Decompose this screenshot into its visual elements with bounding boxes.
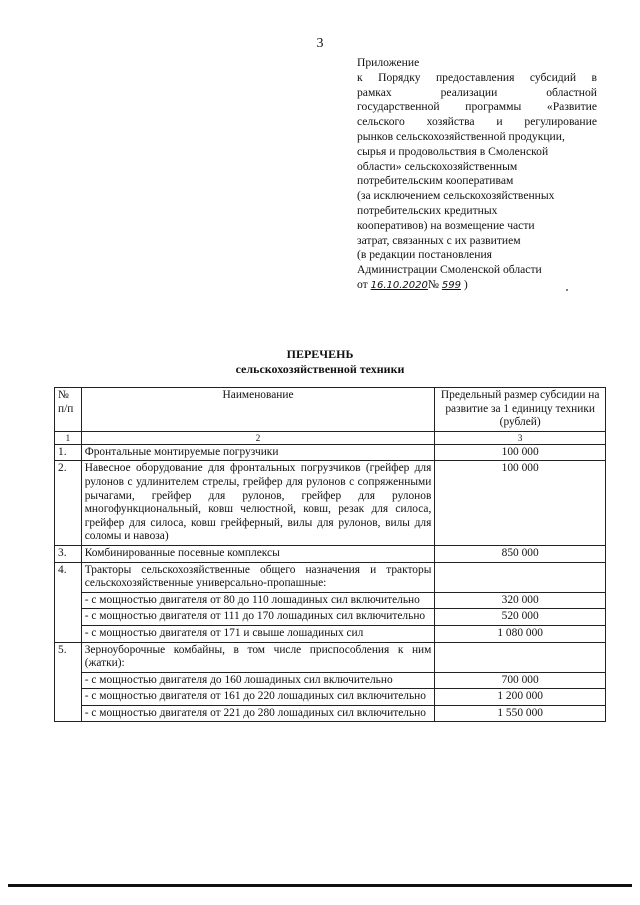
row-num: 3. <box>55 545 82 562</box>
table-header-row <box>55 388 606 432</box>
list-heading <box>0 347 640 377</box>
row-amount: 520 000 <box>435 609 606 626</box>
appendix-line: потребительским кооперативам <box>357 174 514 188</box>
row-amount: 1 080 000 <box>435 625 606 642</box>
table-row <box>55 545 606 562</box>
table-subrow <box>55 625 606 642</box>
row-name: Комбинированные посевные комплексы <box>81 545 435 562</box>
appendix-line: Приложение <box>357 56 420 69</box>
row-num: 4. <box>55 562 82 642</box>
row-amount: 850 000 <box>435 545 606 562</box>
row-amount <box>435 642 606 672</box>
row-amount <box>435 562 606 592</box>
from-label: от <box>357 277 368 291</box>
header-num: № п/п <box>55 388 82 432</box>
header-name: Наименование <box>81 388 435 432</box>
row-amount: 700 000 <box>435 672 606 689</box>
row-amount: 1 200 000 <box>435 689 606 706</box>
row-amount: 320 000 <box>435 592 606 609</box>
appendix-line: государственной программы «Развитие <box>357 100 597 114</box>
row-amount: 1 550 000 <box>435 705 606 722</box>
row-name: - с мощностью двигателя от 171 и свыше лошадиных сил <box>81 625 435 642</box>
table-subrow <box>55 592 606 609</box>
row-name: - с мощностью двигателя от 80 до 110 лошадиных сил включительно <box>81 592 435 609</box>
table-row <box>55 461 606 546</box>
column-index-row <box>55 431 606 444</box>
resolution-reference <box>357 278 597 294</box>
appendix-line: сельского хозяйства и регулирование <box>357 115 597 129</box>
row-num: 1. <box>55 444 82 461</box>
handwritten-number: 599 <box>441 279 461 291</box>
appendix-line: кооперативов) на возмещение части <box>357 218 535 232</box>
table-subrow <box>55 672 606 689</box>
list-title: ПЕРЕЧЕНЬ <box>286 347 354 361</box>
row-name: - с мощностью двигателя от 221 до 280 лошадиных сил включительно <box>81 705 435 722</box>
appendix-line: потребительских кредитных <box>357 203 498 217</box>
table-subrow <box>55 609 606 626</box>
row-name: - с мощностью двигателя от 161 до 220 лошадиных сил включительно <box>81 689 435 706</box>
column-index: 2 <box>81 431 435 444</box>
scan-speck <box>566 289 568 291</box>
header-amount: Предельный размер субсидии на развитие за 1 единицу техники (рублей) <box>435 388 606 432</box>
row-name: Зерноуборочные комбайны, в том числе приспособления к ним (жатки): <box>81 642 435 672</box>
table-subrow <box>55 705 606 722</box>
row-num: 2. <box>55 461 82 546</box>
table-row <box>55 562 606 592</box>
row-name: Фронтальные монтируемые погрузчики <box>81 444 435 461</box>
appendix-line: сырья и продовольствия в Смоленской <box>357 144 549 158</box>
appendix-line: затрат, связанных с их развитием <box>357 233 521 247</box>
list-subtitle: сельскохозяйственной техники <box>235 362 405 376</box>
row-name: - с мощностью двигателя до 160 лошадиных сил включительно <box>81 672 435 689</box>
column-index: 3 <box>435 431 606 444</box>
appendix-line: области» сельскохозяйственным <box>357 159 518 173</box>
appendix-line: рамках реализации областной <box>357 85 597 99</box>
row-name: - с мощностью двигателя от 111 до 170 лошадиных сил включительно <box>81 609 435 626</box>
closing-parenthesis: ) <box>463 277 468 291</box>
table-row <box>55 444 606 461</box>
appendix-line: Администрации Смоленской области <box>357 263 542 277</box>
row-amount: 100 000 <box>435 461 606 546</box>
appendix-block <box>357 56 597 294</box>
row-amount: 100 000 <box>435 444 606 461</box>
row-name: Тракторы сельскохозяйственные общего назначения и тракторы сельскохозяйственные универсально-пропашные: <box>81 562 435 592</box>
page-number: 3 <box>316 36 324 51</box>
row-name: Навесное оборудование для фронтальных погрузчиков (грейфер для рулонов с удлинителем стрелы, грейфер для рулонов с сопряженными рычагами, грейфер для рулонов, грейфер для рулонов многофункциональный, ковш челюстной, ковш, резак для силоса, грейфер для силоса, ковш грейферный, вилы для рулонов, вилы для соломы и навоза) <box>81 461 435 546</box>
appendix-line: (в редакции постановления <box>357 248 492 262</box>
number-sign: № <box>427 277 439 291</box>
handwritten-date: 16.10.2020 <box>370 279 428 291</box>
appendix-line: рынков сельскохозяйственной продукции, <box>357 129 565 143</box>
row-num: 5. <box>55 642 82 722</box>
table-row <box>55 642 606 672</box>
appendix-line: к Порядку предоставления субсидий в <box>357 70 597 84</box>
table-subrow <box>55 689 606 706</box>
scan-bottom-edge <box>8 884 632 887</box>
appendix-line: (за исключением сельскохозяйственных <box>357 189 555 203</box>
column-index: 1 <box>55 431 82 444</box>
machinery-table <box>54 387 606 722</box>
